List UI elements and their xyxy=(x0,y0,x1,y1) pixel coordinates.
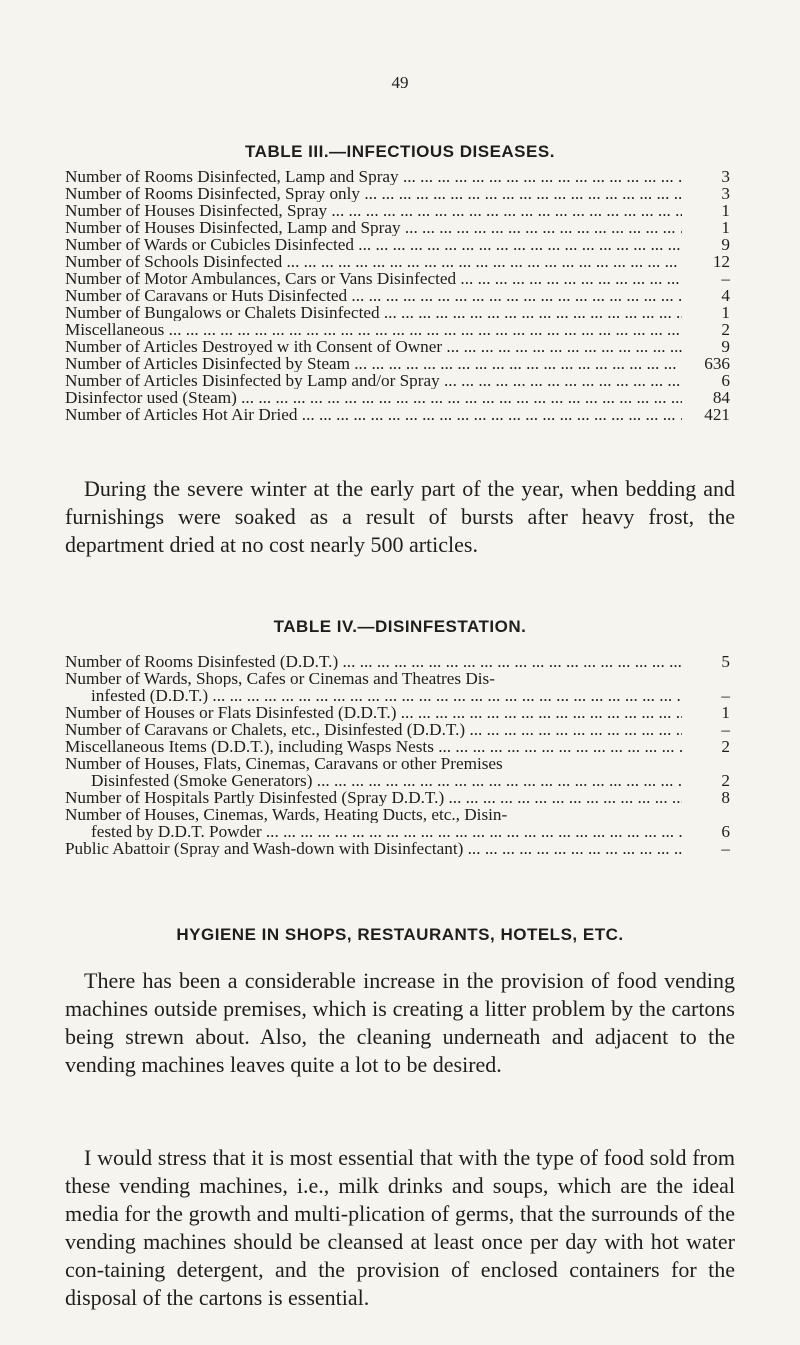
table-row xyxy=(65,168,730,185)
row-label: Number of Caravans or Chalets, etc., Disinfested (D.D.T.) ... . xyxy=(65,721,682,738)
table-row xyxy=(65,721,730,738)
row-label: Miscellaneous Items (D.D.T.), including Wasps Nests ... . xyxy=(65,738,682,755)
table-row xyxy=(65,670,730,687)
row-value: – xyxy=(721,686,730,705)
table-row xyxy=(65,236,730,253)
hygiene-heading: HYGIENE IN SHOPS, RESTAURANTS, HOTELS, ETC. xyxy=(176,925,624,944)
table-row xyxy=(65,270,730,287)
row-value: 5 xyxy=(721,652,730,671)
row-value: 6 xyxy=(721,371,730,390)
row-label: Number of Articles Hot Air Dried ... . xyxy=(65,406,682,423)
table-row xyxy=(65,738,730,755)
table-row xyxy=(65,840,730,857)
row-label: Number of Hospitals Partly Disinfested (Spray D.D.T.) ... . xyxy=(65,789,682,806)
table-row xyxy=(65,287,730,304)
row-label: Number of Wards, Shops, Cafes or Cinemas and Theatres Dis- xyxy=(65,670,495,687)
table-row xyxy=(65,219,730,236)
row-label: Number of Rooms Disinfested (D.D.T.) ... . xyxy=(65,653,682,670)
row-label: Number of Houses Disinfected, Spray ... . xyxy=(65,202,682,219)
row-value: – xyxy=(721,269,730,288)
table-row xyxy=(65,202,730,219)
row-value: – xyxy=(721,720,730,739)
row-value: 9 xyxy=(721,337,730,356)
table-row xyxy=(65,389,730,406)
table-row xyxy=(65,704,730,721)
table-4-disinfestation xyxy=(65,653,730,857)
row-value: 1 xyxy=(721,303,730,322)
row-label: Number of Wards or Cubicles Disinfected ... . xyxy=(65,236,682,253)
row-label: Number of Caravans or Huts Disinfected ... . xyxy=(65,287,682,304)
row-label: Number of Rooms Disinfected, Spray only ... . xyxy=(65,185,682,202)
row-value: 2 xyxy=(721,320,730,339)
row-label: Number of Schools Disinfected ... . xyxy=(65,253,682,270)
row-value: 421 xyxy=(704,405,730,424)
row-value: 1 xyxy=(721,703,730,722)
row-label: Disinfector used (Steam) ... . xyxy=(65,389,682,406)
row-value: 9 xyxy=(721,235,730,254)
table-row xyxy=(65,372,730,389)
table-row xyxy=(65,806,730,823)
table-row-continuation xyxy=(65,823,730,840)
row-value: 636 xyxy=(704,354,730,373)
table-row xyxy=(65,304,730,321)
table-row-continuation xyxy=(65,687,730,704)
row-label: Number of Bungalows or Chalets Disinfected ... . xyxy=(65,304,682,321)
row-value: 1 xyxy=(721,201,730,220)
row-label: Number of Houses Disinfected, Lamp and Spray ... . xyxy=(65,219,682,236)
row-value: 12 xyxy=(712,252,730,271)
row-value: 4 xyxy=(721,286,730,305)
row-value: 6 xyxy=(721,822,730,841)
row-label: Number of Articles Disinfected by Steam ... . xyxy=(65,355,682,372)
row-label: infested (D.D.T.) ... . xyxy=(91,687,682,704)
table-4-heading: TABLE IV.—DISINFESTATION. xyxy=(273,617,527,636)
table-row xyxy=(65,355,730,372)
table-3-infectious-diseases xyxy=(65,168,730,423)
row-label: Number of Motor Ambulances, Cars or Vans Disinfected ... . xyxy=(65,270,682,287)
table-row xyxy=(65,321,730,338)
table-row xyxy=(65,789,730,806)
row-label: Number of Houses, Flats, Cinemas, Caravans or other Premises xyxy=(65,755,503,772)
table-3-heading: TABLE III.—INFECTIOUS DISEASES. xyxy=(245,142,555,161)
table-row xyxy=(65,653,730,670)
row-label: fested by D.D.T. Powder ... . xyxy=(91,823,682,840)
vending-cleansing-paragraph: I would stress that it is most essential that with the type of food sold from these vending machines, i.e., milk drinks and soups, which are the ideal media for the growth and multi-plication of germs, that the surrounds of the vending machines should be cleansed at least once per day with hot water con-taining detergent, and the provision of enclosed containers for the disposal of the cartons is essential. xyxy=(65,1145,735,1310)
row-label: Number of Articles Destroyed w ith Consent of Owner ... . xyxy=(65,338,682,355)
row-value: 84 xyxy=(712,388,730,407)
row-value: 1 xyxy=(721,218,730,237)
row-label: Number of Articles Disinfected by Lamp and/or Spray ... . xyxy=(65,372,682,389)
table-row xyxy=(65,253,730,270)
row-value: 2 xyxy=(721,737,730,756)
row-value: 3 xyxy=(721,184,730,203)
row-value: – xyxy=(721,839,730,858)
row-label: Miscellaneous ... . xyxy=(65,321,682,338)
row-label: Number of Houses or Flats Disinfested (D.D.T.) ... . xyxy=(65,704,682,721)
row-value: 3 xyxy=(721,167,730,186)
row-value: 2 xyxy=(721,771,730,790)
row-label: Disinfested (Smoke Generators) ... . xyxy=(91,772,682,789)
winter-drying-paragraph: During the severe winter at the early part of the year, when bedding and furnishings were soaked as a result of bursts after heavy frost, the department dried at no cost nearly 500 articles. xyxy=(65,476,735,557)
table-row xyxy=(65,338,730,355)
row-label: Number of Houses, Cinemas, Wards, Heating Ducts, etc., Disin- xyxy=(65,806,508,823)
page-number: 49 xyxy=(391,73,409,92)
vending-litter-paragraph: There has been a considerable increase in the provision of food vending machines outside premises, which is creating a litter problem by the cartons being strewn about. Also, the cleaning underneath and adjacent to the vending machines leaves quite a lot to be desired. xyxy=(65,968,735,1077)
table-row xyxy=(65,185,730,202)
row-value: 8 xyxy=(721,788,730,807)
table-row xyxy=(65,755,730,772)
table-row xyxy=(65,406,730,423)
row-label: Number of Rooms Disinfected, Lamp and Spray ... . xyxy=(65,168,682,185)
table-row-continuation xyxy=(65,772,730,789)
row-label: Public Abattoir (Spray and Wash-down with Disinfectant) ... . xyxy=(65,840,682,857)
